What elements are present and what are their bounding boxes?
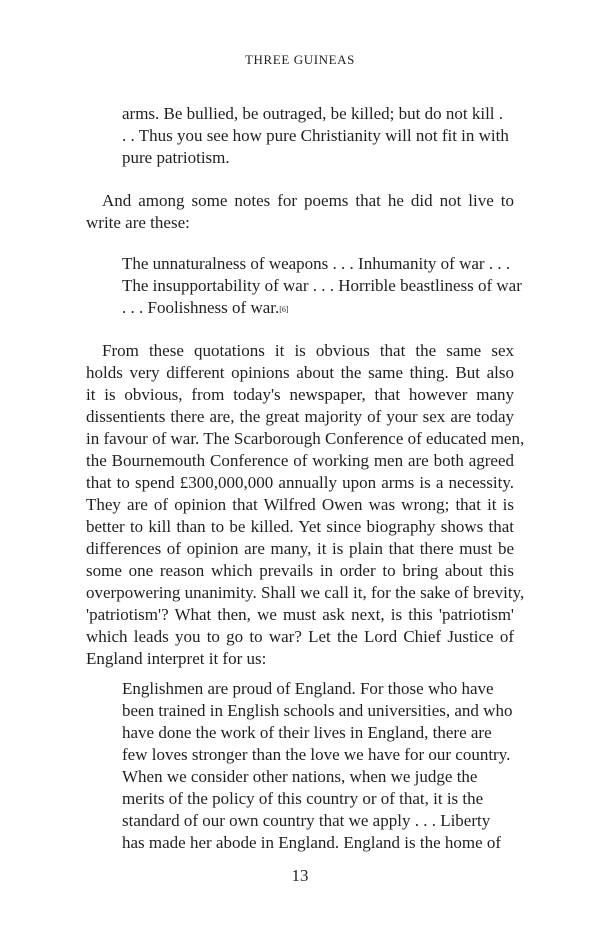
footnote-marker: [6] (279, 305, 289, 314)
paragraph-line: And among some notes for poems that he did not live to (102, 191, 514, 210)
paragraph-line: in favour of war. The Scarborough Conference of educated men, (86, 429, 525, 448)
block-quote-lord-chief-justice (122, 678, 513, 854)
quote-line: standard of our own country that we apply . . . Liberty (122, 811, 491, 830)
running-head: THREE GUINEAS (245, 52, 355, 67)
quote-line: merits of the policy of this country or of that, it is the (122, 789, 484, 808)
paragraph-line: the Bournemouth Conference of working men are both agreed (86, 451, 514, 470)
quote-line (122, 297, 502, 319)
paragraph-line: differences of opinion are many, it is plain that there must be (86, 539, 514, 558)
block-quote-owen (122, 103, 509, 169)
quote-line: Englishmen are proud of England. For those who have (122, 679, 494, 698)
paragraph-line: it is obvious, from today's newspaper, that however many (86, 385, 514, 404)
paragraph-line: They are of opinion that Wilfred Owen was wrong; that it is (86, 495, 514, 514)
quote-line: has made her abode in England. England is the home of (122, 833, 502, 852)
paragraph-line: write are these: (86, 213, 190, 232)
quote-line: The insupportability of war . . . Horrible beastliness of war (122, 276, 522, 295)
quote-line: . . Thus you see how pure Christianity will not fit in with (122, 126, 509, 145)
paragraph-line: holds very different opinions about the same thing. But also (86, 363, 514, 382)
paragraph-line: England interpret it for us: (86, 649, 267, 668)
paragraph-line: overpowering unanimity. Shall we call it, for the sake of brevity, (86, 583, 525, 602)
quote-line: have done the work of their lives in England, there are (122, 723, 492, 742)
page-number: 13 (291, 866, 309, 885)
quote-line: When we consider other nations, when we judge the (122, 767, 478, 786)
paragraph-line: some one reason which prevails in order to bring about this (86, 561, 514, 580)
paragraph-line: From these quotations it is obvious that the same sex (102, 341, 514, 360)
paragraph-line: which leads you to go to war? Let the Lord Chief Justice of (86, 627, 514, 646)
paragraph-line: dissentients there are, the great majority of your sex are today (86, 407, 514, 426)
quote-line: few loves stronger than the love we have for our country. (122, 745, 511, 764)
block-quote-poem-notes (122, 253, 522, 319)
quote-line: The unnaturalness of weapons . . . Inhumanity of war . . . (122, 254, 511, 273)
paragraph-line: that to spend £300,000,000 annually upon arms is a necessity. (86, 473, 514, 492)
paragraph-notes (86, 190, 514, 234)
paragraph-line: better to kill than to be killed. Yet since biography shows that (86, 517, 514, 536)
quote-text: . . . Foolishness of war. (122, 298, 280, 317)
paragraph-line: 'patriotism'? What then, we must ask next, is this 'patriotism' (86, 605, 514, 624)
quote-line: been trained in English schools and universities, and who (122, 701, 513, 720)
paragraph-patriotism (86, 340, 525, 670)
quote-line: pure patriotism. (122, 148, 230, 167)
quote-line: arms. Be bullied, be outraged, be killed; but do not kill . (122, 104, 504, 123)
